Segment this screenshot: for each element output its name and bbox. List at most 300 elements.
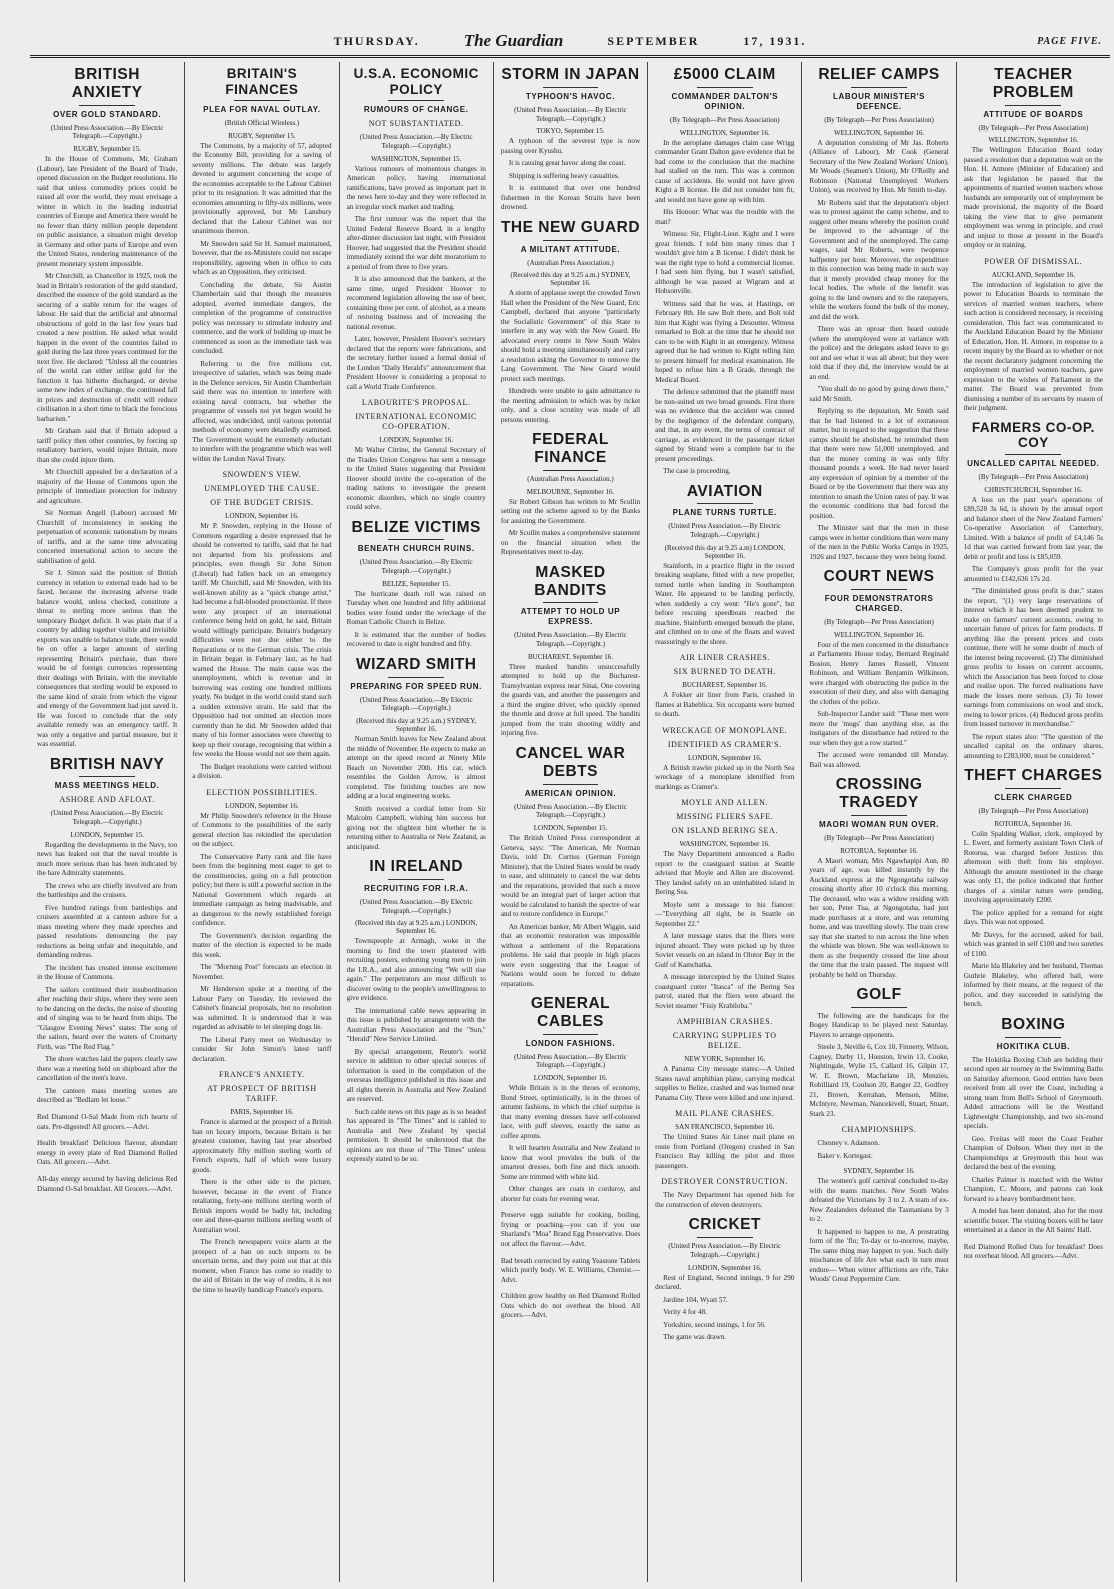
story-paragraph: Referring to the five millions cut, irrespective of salaries, which was being made in the Defence services, Sir Austin Chamberlain said there was no intention to interfere with existing naval contracts, but whether the programme of vessels not yet begun would be affected, was undecided, until various potential methods of economy were detailedly examined. The Government would be extremely reluctant to interfere with the programme which was well within the London Naval Treaty. [192, 359, 332, 463]
story-headline: U.S.A. ECONOMIC POLICY [353, 66, 479, 97]
story-subheadline: CLERK CHARGED [994, 792, 1073, 802]
wire-credit: (By Telegraph—Per Press Association) [978, 472, 1089, 481]
story-subheadline: LABOUR MINISTER'S DEFENCE. [833, 91, 926, 111]
news-story [501, 219, 640, 426]
wire-credit: (United Press Association.—By Electric Telegraph.—Copyright.) [359, 558, 473, 576]
story-paragraph: The women's golf carnival concluded to-day with the teams matches. New South Wales defeated the Victorians by 3 to 2. A team of ex-New Zealanders defeated the Tasmanians by 3 to 2. [809, 1177, 949, 1224]
story-paragraph: The Government's decision regarding the matter of the election is expected to be made this week. [192, 931, 332, 959]
news-story [964, 420, 1103, 761]
story-paragraph: It happened to happen to me, A prostrating form of the 'flu; To-day or to-morrow, maybe, The same thing may happen to you. Such daily mischances of life Are what each in turn must endure— When winter afflictions are rife, Take Woods' Great Peppermint Cure. [809, 1227, 949, 1284]
story-headline: GENERAL CABLES [530, 995, 611, 1030]
story-dateline: (Received this day at 9.25 a.m.) SYDNEY, September 16. [510, 271, 631, 288]
story-paragraph: The shore watches laid the papers clearly saw there was a meeting held on shipboard after the cancellation of the men's leave. [37, 1055, 178, 1083]
news-story [655, 1017, 794, 1103]
story-dateline: PARIS, September 16. [230, 1108, 294, 1117]
story-subheadline: ATTITUDE OF BOARDS [983, 109, 1084, 119]
story-paragraph: Five hundred ratings from battleships and cruisers assembled at a canteen ashore for a mass meeting where they made speeches and passed resolutions denouncing the pay reductions as being unfair and inequitable, and demanding redress. [37, 903, 178, 960]
story-subheadline: AT PROSPECT OF BRITISH TARIFF. [207, 1084, 317, 1104]
story-subheadline: UNEMPLOYED THE CAUSE. [204, 484, 320, 494]
story-subheadline: PLEA FOR NAVAL OUTLAY. [203, 105, 321, 115]
story-paragraph: The Navy Department has opened bids for the construction of eleven destroyers. [655, 1191, 795, 1209]
story-headline: RELIEF CAMPS [818, 66, 940, 83]
advertisement-notice: Children grow healthy on Red Diamond Rolled Oats which do not overheat the blood. All grocers.—Advt. [500, 1292, 641, 1320]
story-paragraph: It is also announced that the bankers, at the same time, urged President Hoover to recommend legislation allowing the use of beer, containing three per cent. of alcohol, as a means of restoring business and of increasing the national revenue. [346, 275, 486, 331]
story-paragraph: The report states also: "The question of the uncalled capital on the ordinary shares, amounting to £283,000, must be considered." [963, 732, 1103, 760]
story-dateline: TOKYO, September 15. [536, 127, 605, 136]
story-subheadline: AMPHIBIAN CRASHES. [676, 1017, 773, 1027]
story-paragraph: Mr Scullin makes a comprehensive statement on the financial situation when the Representatives meet to-day. [500, 529, 641, 557]
column-6 [801, 62, 955, 1582]
story-headline: £5000 CLAIM [673, 66, 776, 83]
story-paragraph: Hundreds were unable to gain admittance to the meeting admission to which was by ticket only, and a close scrutiny was made of all persons entering. [500, 387, 641, 424]
story-subheadline: MASS MEETINGS HELD. [54, 781, 160, 791]
wire-credit: (United Press Association.—By Electric Telegraph.—Copyright.) [514, 631, 627, 649]
advertisement-notice: Red Diamond O-Sal Made from rich hearts of oats. Pre-digested! All grocers.—Advt. [37, 1113, 178, 1131]
story-subheadline: WRECKAGE OF MONOPLANE. [662, 725, 788, 735]
story-headline: FEDERAL FINANCE [532, 431, 609, 467]
story-headline: WIZARD SMITH [355, 655, 477, 673]
news-story [347, 656, 486, 852]
story-subheadline: ASHORE AND AFLOAT. [59, 795, 155, 805]
story-paragraph: It is estimated that the number of bodies recovered to date is eight hundred and fifty. [346, 630, 486, 649]
wire-credit: (By Telegraph—Per Press Association) [824, 115, 934, 124]
advertisement-notice: Red Diamond Rolled Oats for breakfast! Does not overheat blood. All grocers.—Advt. [963, 1242, 1103, 1261]
news-story [809, 986, 948, 1119]
masthead-day: THURSDAY. [333, 33, 420, 48]
wire-credit: (United Press Association.—By Electric Telegraph.—Copyright.) [514, 105, 627, 123]
story-dateline: LONDON, September 16. [225, 512, 299, 521]
news-story [501, 995, 640, 1204]
news-story [655, 483, 794, 648]
story-subheadline: INTERNATIONAL ECONOMIC CO-OPERATION. [355, 412, 477, 432]
story-paragraph: "The diminished gross profit is due," states the report, "(1) very large reservations of interest which it has been deemed prudent to make on farmers' current accounts, owing to uncertain future of prices for farm products. If anything like the present prices and costs continue, there will be some doubt of much of the interest being recovered. (2) The diminished gross profits to losses on current accounts, which the Association has been forced to close and realise upon. The forced realisations have made the losses more serious. (3) To lower earnings from commissions on wool and stock, owing to lower prices. (4) Reduced gross profits from leased turnover in merchandise." [963, 587, 1103, 729]
story-paragraph: The Navy Department announced a Radio report to the coastguard station at Seattle advised that Moyle and Allen are discovered. They landed safely on an uninhabited island in Bering Sea. [655, 850, 795, 897]
story-paragraph: Witness said that he was, at Hastings, on February 8th. He saw Bolt there, and Bolt told him that Kight was flying a Desoutter. Witness remarked to Bolt at the time that he should not care to be with Kight in an emergency. Witness agreed that he had written to Kight telling him to present himself for medical examination. He hoped to refuse him a B Grade, through the Medical Board. [655, 299, 795, 384]
story-subheadline: UNCALLED CAPITAL NEEDED. [967, 458, 1100, 468]
story-paragraph: A Maori woman, Mrs Ngawhapipi Aun, 80 years of age, was killed instantly by the Auckland express at the Ngongotaha railway crossing shortly after 10 o'clock this morning. The deceased, who was a widow residing with her son, Peter Tua, at Ngongotaha, had just made purchases at a store, and was returning home, and was travelling slowly. The train crew say that she started to run across the line when the whistle was blown. She was well-known to them as she frequently crossed the line about the time that the train passed. The inquest will probably be held on Thursday. [809, 856, 949, 979]
story-paragraph: Verity 4 for 48. [663, 1308, 708, 1317]
headline-rule [851, 87, 907, 88]
story-subheadline: POWER OF DISMISSAL. [984, 256, 1083, 266]
story-paragraph: "You shall do no good by going down there," said Mr Smith. [809, 385, 949, 403]
story-paragraph: A storm of applause swept the crowded Town Hall when the President of the New Guard, Eric Campbell, declared that anyone "particularly the Socialistic Government" of this State to interfere in any way with the New Guard. He advocated every centre in New South Wales should hold a meeting simultaneously and carry a resolution asking the Governor to remove the Lang Government. The New Guard would protect such meetings. [500, 289, 641, 383]
news-story [964, 1016, 1103, 1236]
story-paragraph: The Liberal Party meet on Wednesday to consider Sir John Simon's latest tariff declaration. [192, 1035, 332, 1063]
story-paragraph: The British United Press correspondent at Geneva, says: "The American, Mr Norman Davis, told Dr. Curtius (German Foreign Minister), that the United States would be ready to ease, and ultimately to cancel the war debts and the reparations, provided that such a move would be an integral part of larger action that would be calculated to banish the spectre of war and to restore confidence in Europe." [500, 834, 641, 918]
wire-credit: (By Telegraph—Per Press Association) [824, 617, 934, 626]
news-story [37, 66, 177, 750]
story-subheadline: COMMANDER DALTON'S OPINION. [671, 91, 779, 111]
headline-rule [851, 589, 907, 590]
story-paragraph: The Commons, by a majority of 57, adopted the Economy Bill, providing for a saving of seventy millions. The debate was largely devoted to argument concerning the scope of the economies acceptable to the Labour Cabinet prior to its resignation. It was admitted that the economies amounting to fifty-six millions, were provisionally approved, but Mr Lansbury declared that the Labour Cabinet was not unanimous thereon. [192, 141, 332, 236]
wire-credit: (Australian Press Association.) [527, 475, 614, 483]
wire-credit: (United Press Association.—By Electric Telegraph.—Copyright.) [50, 123, 164, 141]
story-headline: BELIZE VICTIMS [351, 518, 481, 536]
story-paragraph: Moyle sent a message to his fiancee:—"Everything all right, be in Seattle on September 22." [655, 900, 795, 928]
story-subheadline: OVER GOLD STANDARD. [53, 109, 162, 119]
headline-rule [543, 1034, 599, 1035]
story-paragraph: The crews who are chiefly involved are from the battleships and the cruisers. [37, 881, 178, 900]
story-paragraph: His Honour: What was the trouble with the man? [655, 208, 795, 226]
news-story [655, 798, 794, 1011]
story-paragraph: Smith received a cordial letter from Sir Malcolm Campbell, wishing him success but giving not the slightest hint whether he is returning either to Australia or New Zealand, as anticipated. [346, 804, 486, 851]
story-subheadline: PLANE TURNS TURTLE. [672, 508, 777, 518]
story-paragraph: Jardine 104, Wyatt 57. [663, 1295, 728, 1304]
story-dateline: NEW YORK, September 16. [684, 1055, 766, 1064]
story-paragraph: In the aeroplane damages claim case Wrigg commander Grant Dalton gave evidence that he had come to the conclusion that the machine had stalled on the turn. This was a common cause of accidents. He would not have given Kight a B license. He did not consider him fit, and would not have gone up with him. [655, 138, 795, 204]
story-paragraph: Concluding the debate, Sir Austin Chamberlain said that though the measures adopted, averted immediate dangers, the completion of the programme of constructive policy was necessary to stimulate industry and commerce, and the work of building up must be commenced as soon as the immediate task was concluded. [192, 280, 332, 356]
column-5 [647, 62, 801, 1582]
story-paragraph: Norman Smith leaves for New Zealand about the middle of November. He expects to make an attempt on the speed record at Ninety Mile Beach on November 20th. His car, which resembles the Golden Arrow, is almost completed. The finishing touches are now adding at a local engineering works. [346, 735, 486, 801]
story-subheadline: FRANCE'S ANXIETY. [219, 1070, 305, 1080]
advertisement-notice: Bad breath corrected by eating Yeastone Tablets which purify body. W. E. Williams, Chemist.—Advt. [500, 1256, 641, 1284]
headline-rule [388, 100, 444, 101]
story-paragraph: It is estimated that over one hundred fishermen in the Korean Straits have been drowned. [500, 184, 641, 212]
story-subheadline: IDENTIFIED AS CRAMER'S. [667, 739, 782, 749]
story-dateline: WASHINGTON, September 15. [370, 154, 462, 163]
story-subheadline: MOYLE AND ALLEN. [681, 798, 769, 808]
column-1 [30, 62, 184, 1582]
story-dateline: RUGBY, September 15. [73, 145, 141, 154]
story-paragraph: The Budget resolutions were carried without a division. [192, 762, 332, 781]
story-subheadline: CHAMPIONSHIPS. [841, 1125, 917, 1135]
masthead-month: SEPTEMBER [607, 33, 700, 48]
news-story [501, 66, 640, 213]
story-paragraph: Rest of England, Second innings, 9 for 290 declared. [655, 1273, 795, 1292]
headline-rule [388, 539, 444, 540]
news-story [655, 1216, 794, 1342]
story-headline: BRITAIN'S FINANCES [225, 66, 299, 97]
masthead-rule [30, 55, 1110, 58]
story-subheadline: LABOURITE'S PROPOSAL. [361, 398, 471, 408]
story-subheadline: DESTROYER CONSTRUCTION. [661, 1177, 789, 1187]
story-paragraph: Sir Norman Angell (Labour) accused Mr Churchill of inconsistency in seeking the perpetuation of economic nationalism by means of tariffs, and at the same time advocating concerted international action to secure the stabilisation of gold. [37, 509, 178, 565]
headline-rule [79, 105, 135, 106]
news-story [501, 745, 640, 989]
wire-credit: (United Press Association.—By Electric Telegraph.—Copyright.) [514, 1052, 627, 1070]
story-paragraph: Mr Churchill, as Chancellor in 1925, took the lead in Britain's restoration of the gold standard, described the essence of the gold standard as the securing of a stable return for the wages of labour. He said that the artificial and abnormal obstructions of gold in the last few years had created a new position. He asked what would happen in the event of the countries failed to gold during the last three years continued for the next five. He declared: "Unless all the countries of the world can either utilise gold for the function it has hitherto discharged, or devise some new index of exchange, the continued fall in prices and destruction of credit will reduce civilisation in a short time to black the ferocious barbarism." [37, 272, 178, 423]
masthead [30, 30, 1110, 52]
story-paragraph: The Conservative Party rank and file have been from the beginning most eager to get to the constituencies, going on a full protection policy; but there is still a powerful section in the National Government which regards an immediate campaign as being inadvisable, and as dangerous to the newly established foreign confidence. [192, 852, 332, 928]
story-dateline: BELIZE, September 15. [382, 579, 451, 588]
story-subheadline: A MILITANT ATTITUDE. [520, 244, 621, 254]
story-headline: BRITISH ANXIETY [71, 66, 143, 101]
story-paragraph: Marie Ida Blakeley and her husband, Thomas Guthrie Blakeley, who offered bail, were informed by their means, at the request of the police, and they succeeded in satisfying the bench. [963, 962, 1103, 1009]
story-subheadline: PREPARING FOR SPEED RUN. [350, 681, 482, 691]
column-3 [339, 62, 493, 1582]
story-subheadline: TYPHOON'S HAVOC. [525, 91, 616, 101]
story-dateline: LONDON, September 16. [688, 1263, 762, 1272]
story-dateline: SAN FRANCISCO, September 16. [675, 1123, 775, 1132]
story-dateline: WELLINGTON, September 16. [988, 136, 1079, 145]
headline-rule [697, 87, 753, 88]
headline-rule [1005, 105, 1061, 106]
headline-rule [1005, 454, 1061, 455]
story-paragraph: The accused were remanded till Monday. Bail was allowed. [809, 751, 949, 769]
story-dateline: MELBOURNE, September 16. [526, 487, 615, 496]
story-paragraph: Geo. Freitas will meet the Coast Feather Champion of Dobson. When they met in the Championships at Greymouth this bout was declared the best of the evening. [963, 1134, 1103, 1172]
story-dateline: LONDON, September 16. [225, 801, 299, 810]
story-paragraph: Shipping is suffering heavy casualties. [508, 171, 620, 180]
news-story [192, 1070, 331, 1295]
story-headline: THEFT CHARGES [964, 767, 1103, 785]
news-story [809, 776, 948, 980]
story-paragraph: A model has been donated, also for the most scientific boxer. The visiting boxers will be later entertained at a dance in the All Saints' Hall. [963, 1207, 1103, 1235]
story-subheadline: HOKITIKA CLUB. [996, 1041, 1071, 1051]
story-dateline: CHRISTCHURCH, September 16. [984, 485, 1083, 494]
news-story [655, 66, 794, 477]
story-subheadline: ON ISLAND BERING SEA. [671, 826, 778, 836]
story-paragraph: The game was drawn. [663, 1333, 727, 1342]
wire-credit: (United Press Association.—By Electric Telegraph.—Copyright.) [359, 897, 473, 915]
wire-credit: (United Press Association.—By Electric Telegraph.—Copyright.) [668, 1242, 782, 1259]
story-headline: COURT NEWS [823, 568, 935, 586]
headline-rule [543, 470, 599, 471]
story-paragraph: The "Morning Post" forecasts an election in November. [192, 963, 332, 981]
story-paragraph: Sub-Inspector Lander said: "These men were more the 'mugs' than anything else, as the instigators of the disturbance had retired to the rear when they got a row started." [809, 710, 949, 747]
story-subheadline: SIX BURNED TO DEATH. [673, 667, 776, 677]
story-paragraph: France is alarmed at the prospect of a British ban on luxury imports, because Britain is her greatest customer, having last year absorbed approximately fifty million sterling worth of French exports, half of which were luxury goods. [192, 1118, 332, 1174]
story-paragraph: The French newspapers voice alarm at the prospect of a ban on such imports to be uncertain terms, and they point out that at this moment, when France has come so readily to the aid of Britain in the way of credits, it is not the time to heavily handicap France's exports. [192, 1238, 332, 1294]
news-story [501, 431, 640, 557]
story-dateline: ROTORUA, September 16. [994, 819, 1073, 828]
wire-credit: (By Telegraph—Per Press Association) [669, 115, 780, 124]
story-subheadline: ATTEMPT TO HOLD UP EXPRESS. [520, 607, 621, 627]
news-story [192, 470, 331, 782]
story-paragraph: Mr Graham said that if Britain adopted a tariff policy then other countries, by forcing up retaliatory barriers, would injure Britain, more than she could injure them. [37, 427, 178, 464]
story-paragraph: The Hokitika Boxing Club are holding their second open air tourney in the Swimming Baths on Saturday afternoon. Good entries have been received from all over the Coast, including a strong team from Bell's School of Greymouth. Added attractions will be the Westland Lightweight Championship, and two six-round specials. [963, 1055, 1103, 1131]
story-subheadline: SNOWDEN'S VIEW. [222, 470, 302, 480]
story-dateline: LONDON, September 16. [688, 753, 762, 762]
story-paragraph: The hurricane death roll was raised on Tuesday when one hundred and fifty additional bodies were found under the wreckage of the Roman Catholic Church in Belize. [346, 589, 486, 627]
story-dateline: ROTORUA, September 16. [840, 846, 918, 855]
story-paragraph: Mr Snowden said Sir H. Samuel maintained, however, that the ex-Ministers could not escape responsibility, agreeing when in office to cuts which as an Opposition, they criticised. [192, 239, 332, 277]
story-paragraph: Mr Roberts said that the deputation's object was to protest against the camp scheme, and to suggest other means whereby the position could be improved to the advantage of the Government and of the unemployed. The camp wages, said Mr Roberts, were twopence halfpenny per hour. Moreover, the expenditure in this connection was being made in such way that it merely provided cheap money for the local bodies. The whole of the benefit was going to the land owners and to the ratepayers, while the workers found the bulk of the money, and did the work. [809, 198, 949, 321]
story-headline: FARMERS CO-OP. COY [971, 419, 1095, 451]
story-headline: THE NEW GUARD [500, 218, 641, 236]
story-paragraph: The international cable news appearing in this issue is published by arrangement with the Australian Press Association and the "Sun," "Herald" New Service Limited. [346, 1006, 486, 1044]
story-subheadline: MISSING FLIERS SAFE. [676, 812, 774, 822]
story-paragraph: The defence submitted that the plaintiff must be non-suited on two broad grounds. First there was no evidence that the accident was caused by the negligence of the defendant company, and that, in any event, the terms of contract of carriage, as evidenced in the passenger ticket signed by Strand were a complete bar to the present proceedings. [655, 388, 795, 463]
news-story [964, 257, 1103, 414]
story-headline: IN IRELAND [369, 858, 464, 876]
story-paragraph: Regarding the developments in the Navy, too news has leaked out that the naval trouble is much more serious than has been indicated by the bare Admiralty statements. [37, 840, 178, 878]
story-paragraph: It is causing great havoc along the coast. [508, 159, 626, 168]
story-headline: BRITISH NAVY [50, 755, 165, 773]
story-headline: BOXING [1001, 1015, 1066, 1033]
story-headline: STORM IN JAPAN [501, 66, 640, 83]
column-2 [184, 62, 338, 1582]
news-story [192, 66, 331, 464]
wire-credit: (United Press Association.—By Electric Telegraph.—Copyright.) [514, 802, 627, 820]
story-paragraph: While Britain is in the throes of economy, Bond Street, optimistically, is in the throes of autumn fashions, in which the chief surprise is that many evening dresses have self-coloured lace, with puff sleeves, exactly the same as coffee aprons. [500, 1084, 641, 1140]
story-paragraph: Witness: Sir, Flight-Lieut. Kight and I were great friends. I told him many times that I wouldn't give him a B license. I didn't think he was the right type to hold a commercial license. I had seen him flying, but I wasn't satisfied, although he was passed at Wigram and at Hobsonville. [655, 230, 795, 296]
story-dateline: AUCKLAND, September 16. [991, 270, 1075, 279]
story-paragraph: Sir Robert Gibson has written to Mr Scullin setting out the scheme agreed to by the Banks for assisting the Government. [500, 497, 641, 525]
news-story [655, 1109, 794, 1171]
story-subheadline: LONDON FASHIONS. [525, 1038, 616, 1048]
story-paragraph: A later message states that the fliers were injured aboard. They were picked up by three Soviet vessels on an island in Olutor Bay in the Gulf of Kamchatka. [655, 932, 795, 969]
news-story [192, 788, 331, 1065]
story-subheadline: AIR LINER CRASHES. [679, 653, 770, 663]
news-story [501, 564, 640, 739]
story-paragraph: Mr Walter Citrine, the General Secretary of the Trades Union Congress has sent a message to the United States suggesting that President Hoover should invite the co-operation of the trading nations to investigate the present economic disorders, which no single country could solve. [346, 446, 486, 512]
story-paragraph: Such cable news on this page as is so headed has appeared in "The Times" and is cabled to Australia and New Zealand by special permission. It should be understood that the opinions are not those of "The Times" unless expressly stated to be so. [346, 1107, 486, 1164]
story-dateline: WELLINGTON, September 16. [834, 630, 925, 639]
headline-rule [388, 677, 444, 678]
news-story [809, 1167, 948, 1285]
wire-credit: (United Press Association.—By Electric Telegraph.—Copyright.) [668, 522, 782, 540]
story-dateline: RUGBY, September 15. [228, 131, 296, 140]
story-paragraph: Mr Davys, for the accused, asked for bail, which was granted in self £100 and two sureties of £100. [963, 930, 1103, 958]
headline-rule [79, 776, 135, 777]
story-paragraph: By special arrangement, Reuter's world service in addition to other special sources of information is used in the compilation of the overseas intelligence published in this issue and all rights therein in Australia and New Zealand are reserved. [346, 1047, 486, 1104]
story-dateline: BUCHAREST, September 16. [682, 681, 768, 690]
story-paragraph: Baker v. Kortegast. [817, 1151, 873, 1160]
story-headline: CRICKET [688, 1216, 761, 1234]
story-paragraph: Mr Churchill appealed for a declaration of a majority of the House of Commons upon the principle of immediate protection for industry and agriculture. [37, 468, 178, 505]
story-paragraph: The Minister said that the men in these camps were in better conditions than were many of the men in the Public Works Camps in 1925, 1926 and 1927, because they were being found. [809, 524, 949, 561]
story-paragraph: The police applied for a remand for eight days. This was not opposed. [963, 908, 1103, 927]
story-paragraph: The first rumour was the report that the United Federal Reserve Board, in a lengthy after-dinner discussion last night, with President Hoover, had suggested that the President should immediately extend the war debt moratorium to a period of from three to five years. [346, 215, 486, 271]
wire-credit: (By Telegraph—Per Press Association) [978, 806, 1089, 815]
story-dateline: BUCHAREST, September 16. [527, 652, 614, 661]
story-subheadline: RECRUITING FOR I.R.A. [364, 883, 469, 893]
news-story [347, 66, 486, 392]
story-subheadline: MAORI WOMAN RUN OVER. [818, 819, 940, 829]
news-story [655, 653, 794, 720]
masthead-page-number: PAGE FIVE. [1037, 35, 1102, 47]
story-dateline: SYDNEY, September 16. [843, 1167, 915, 1176]
story-paragraph: Various rumours of momentous changes in American policy, having international ramifications, have proved as important part in the news here to-day and they were reflected in an irregular stock market and trading. [346, 164, 486, 211]
advertisement-notice: Health breakfast! Delicious flavour, abundant energy in every plate of Red Diamond Rolled Oats. All grocers.—Advt. [37, 1139, 178, 1167]
story-paragraph: Mr P. Snowden, replying in the House of Commons regarding a desire expressed that he should be converted to tariffs, said that he had not departed from his professions and principles, even though Sir John Simon (Liberal) had fallen back on an emergency tariff. Mr Churchill, said Mr Snowden, with his well-known ability as a "quick change artist," had become a full-blooded protectionist. If there were any prospect of an international conference being held on gold, he said, Britain would willingly participate. Britain's budgetary difficulties were not due either to the Reparations or to the German crisis. The crisis in Britain began in February last, as he had warned the House. The main cause was the unemployment, which is revenue and in borrowing was costing one hundred millions yearly. No budget in the world could stand such a sudden extensive strain. He said that the Opposition had not omitted an election more currently than he did. Mr Snowden added that many of his former associates were cheering to keep up their courage, recognising that within a few weeks the House would not see them again. [192, 522, 332, 759]
story-paragraph: The United States Air Liner mail plane en route from Portland (Oregon) crashed in San Francisco Bay killing the pilot and three passengers. [655, 1133, 795, 1170]
news-story [809, 66, 948, 562]
story-headline: CANCEL WAR DEBTS [515, 744, 626, 780]
story-paragraph: A Fokker air liner from Paris, crashed in flames at Babeblica. Six occupants were burned to death. [655, 691, 795, 719]
story-subheadline: MAIL PLANE CRASHES. [675, 1109, 775, 1119]
news-story [347, 519, 486, 650]
story-paragraph: There was an uproar then heard outside (where the unemployed were at variance with the police) and the delegates asked leave to go out and see what it was all about; but they were told that if they did, the interview would be at an end. [809, 325, 949, 381]
news-story [347, 398, 486, 513]
news-story [809, 1125, 948, 1161]
headline-rule [851, 815, 907, 816]
story-dateline: (Received this day at 9.25 a.m.) SYDNEY, September 16. [356, 717, 477, 734]
story-paragraph: A typhoon of the severest type is now passing over Kyushu. [500, 137, 641, 155]
story-paragraph: The Wellington Education Board today passed a resolution that a deputation wait on the Hon. H. Atmore (Minister of Education) and ask that legislation be passed that the appointments of married women teachers whose husbands are temporarily out of employment be made provisional, the majority of the Board taking the view that to give permanent employment was wrong in principle, and cruel and unjust to those at present in the Board's employ or in training. [963, 146, 1103, 250]
story-headline: AVIATION [686, 482, 763, 500]
story-subheadline: FOUR DEMONSTRATORS CHARGED. [824, 593, 934, 613]
wire-credit: (United Press Association.—By Electric Telegraph.—Copyright.) [50, 809, 164, 827]
story-dateline: (Received this day at 9.25 a.m.) LONDON, September 16. [355, 919, 478, 936]
story-paragraph: The canteen mass meeting scenes are described as "Bedlam let loose." [37, 1086, 178, 1105]
headline-rule [851, 1007, 907, 1008]
story-headline: TEACHER PROBLEM [992, 66, 1074, 101]
headline-rule [388, 879, 444, 880]
story-headline: CROSSING TRAGEDY [835, 776, 923, 811]
story-subheadline: BENEATH CHURCH RUINS. [357, 544, 475, 554]
story-paragraph: Mr Henderson spoke at a meeting of the Labour Party on Tuesday. He reviewed the Cabinet's financial proposals, but no resolution was submitted. It is understood that it was regarded as advisable to let sleeping dogs lie. [192, 985, 332, 1032]
news-story [655, 726, 794, 793]
story-paragraph: Charles Palmer is matched with the Welter Champion, C. Moore, and patrons can look forward to a heavy bombardment here. [963, 1175, 1103, 1203]
story-paragraph: An American banker, Mr Albert Wiggin, said that an economic restoration was impossible without a settlement of the Reparations problems. He said that people in high places were even suggesting that the League of Nations would soon be forced to debate reparations. [500, 922, 641, 988]
story-subheadline: RUMOURS OF CHANGE. [363, 105, 469, 115]
headline-rule [543, 784, 599, 785]
headline-rule [543, 240, 599, 241]
story-dateline: LONDON, September 16. [379, 436, 453, 445]
story-subheadline: AMERICAN OPINION. [524, 788, 617, 798]
story-paragraph: A deputation consisting of Mr Jas. Roberts (Alliance of Labour), Mr Cook (General Secretary of the New Zealand Workers' Union), Mr Woods (Seamen's Union), Mr O'Reilly and Robinson (National Unemployed Workers Union), was received by Hon. Mr Smith to-day. [809, 138, 949, 195]
story-paragraph: Stainforth, in a practice flight in the record breaking seaplane, fitted with a new propeller, turned turtle when landing in Southampton Water. He appeared to be landing perfectly, when suddenly a cry went: "He's gone", but before rescuing speedboats reached the machine, Stainforth emerged beneath the plane, and climbed on to one of the floats and waved reassuringly to the shore. [655, 561, 795, 646]
story-paragraph: The introduction of legislation to give the power to Education Boards to terminate the services of married women teachers, where such action is considered necessary, is receiving consideration. This fact was communicated to the Auckland Education Board by the Minister of Education, Hon. H. Atmore, in response to a recent inquiry by the Board as to whether or not the recent declaratory judgment concerning the employment of married women teachers, gave expression to the wishes of Parliament in the matter. The Board was prevented from dismissing a number of its servants by reason of their judgment. [963, 280, 1103, 413]
story-paragraph: Yorkshire, second innings, 1 for 56. [663, 1320, 766, 1329]
story-paragraph: The case is proceeding. [663, 467, 731, 476]
story-subheadline: ELECTION POSSIBILITIES. [206, 787, 318, 797]
story-paragraph: The following are the handicaps for the Bogey Handicap to be played next Saturday. Players to arrange opponents. [809, 1011, 949, 1039]
story-dateline: LONDON, September 16. [533, 1074, 608, 1083]
story-paragraph: Steele 3, Neville 6, Cox 10, Finnerty, Wilson, Cagney, Darby 11, Houston, Irwin 13, Cooke, Nightingale, Wylie 15, Callard 16, Gilpin 17, W. E. Brown, Macfarlane 18, Menzies, Robilliard 19, Coulson 20, Ranger 22, Godfrey 21, Brown, Kerrahan, Menson, Milne, McIntyre, Newman, Nancekivell, Stuart, Stuart, Stark 23. [809, 1043, 949, 1118]
story-paragraph: Colin Spalding Walker, clerk, employed by L. Ewert, and formerly assistant Town Clerk of Rotorua, was charged before Justices this afternoon with theft from his employer. Although the amount mentioned in the charge was only £1, the police indicated that further charges of a similar nature were pending, involving approximately £200. [963, 829, 1103, 905]
story-paragraph: A British trawler picked up in the North Sea wreckage of a monoplane identified from markings as Cramer's. [655, 763, 795, 791]
story-paragraph: Other changes are coats in corduroy, and shorter fur coats for evening wear. [500, 1185, 641, 1203]
news-story [655, 1177, 794, 1210]
story-paragraph: There is the other side to the picture, however, because in the event of France retaliating, forty-one millions sterling worth of British imports would be badly hit, including one and three-quarter millions sterling worth of Australian wool. [192, 1178, 332, 1234]
masthead-paper-name: The Guardian [463, 31, 564, 50]
story-subheadline: OF THE BUDGET CRISIS. [210, 498, 314, 508]
headline-rule [697, 1237, 753, 1238]
news-story [37, 756, 177, 1106]
story-paragraph: A Panama City message states:—A United States naval amphibian plane, carrying medical supplies to Belize, crashed and was burned near Panama City. Three were killed and one injured. [655, 1065, 795, 1102]
masthead-date: 17, 1931. [743, 33, 807, 48]
headline-rule [543, 602, 599, 603]
headline-rule [1005, 788, 1061, 789]
headline-rule [697, 503, 753, 504]
story-paragraph: The Company's gross profit for the year amounted to £142,636 17s 2d. [963, 565, 1103, 583]
story-paragraph: Four of the men concerned in the disturbance at Parliaments House today, Bernard Reginald Boston, Henry James Russell, Vincent Robinson, and William Benjamin Wilkinson, were charged with obstructing the police in the execution of their duty, and also with damaging the clothes of the police. [809, 640, 949, 706]
column-7 [956, 62, 1110, 1582]
story-paragraph: The sailors continued their insubordination after reaching their ships, where they were seen to be dancing on the decks, the noise of shouting and of singing was to be heard from ships. The "Glasgow Evening News" states: The song of the sailors, heard over the waters of Cromarty Firth, was "The Red Flag." [37, 985, 178, 1051]
headline-rule [1005, 1037, 1061, 1038]
wire-credit: (British Official Wireless.) [224, 119, 300, 128]
story-paragraph: Three masked bandits unsuccessfully attempted to hold up the Bucharest-Transylvanian express near Sinai, One covering the guards van, and another the passengers and a third the engine driver, who quickly opened the throttle and drove at full speed. The bandits jumped from the train shooting wildly and injuring five. [500, 662, 641, 738]
story-dateline: WELLINGTON, September 16. [834, 128, 925, 137]
advertisement-notice: All-day energy secured by having delicious Red Diamond O-Sal breakfast. All Grocers.—Advt. [37, 1175, 178, 1193]
headline-rule [543, 87, 599, 88]
story-paragraph: Replying to the deputation, Mr Smith said that he had listened to a lot of extraneous matter, but in regard to the suggestion that these camps should be abolished, he reminded them that there were now 51,000 unemployed, and that the money coming in was only fifty thousand pounds a week. He had never heard any expression of opinion by a member of the Board or by the Government that there was any intention to smash the Union rates of pay. It was the economic conditions that had forced the position. [809, 407, 949, 520]
story-paragraph: Townspeople at Armagh, woke in the morning to find the town plastered with recruiting posters, exhorting young men to join the I.R.A., and also announcing "We will rise again." The perpetrators are most difficult to discover owing to the people's unwillingness to give evidence. [346, 937, 486, 1003]
news-story [964, 767, 1103, 1010]
columns-container [30, 62, 1110, 1582]
story-paragraph: Sir J. Simon said the position of British currency in relation to external trade had to be faced, because the increasing adverse trade balance would, unless checked, constitute a threat to sterling more serious than the temporary Budget deficit. It was plain that if a country by adding together visible and invisible exports was unable to balance trade, there would be on offer a larger amount of sterling representing Britain's purchase, than there would be of foreign currencies representing their dealings with Britain, with the inevitable consequences that sterling would be exposed to the same kind of strain from which the vigour and energy of the Government had just saved it. He was forced to conclude that the only available remedy was an emergency tariff. It was only a negative and partial measure, but it was essential. [37, 569, 178, 749]
headline-rule [234, 100, 290, 101]
story-dateline: LONDON, September 15. [533, 824, 608, 832]
story-dateline: WASHINGTON, September 16. [679, 840, 771, 849]
story-subheadline: NOT SUBSTANTIATED. [368, 119, 464, 129]
column-4 [493, 62, 647, 1582]
story-headline: GOLF [856, 986, 902, 1003]
story-paragraph: In the House of Commons, Mr. Graham (Labour), late President of the Board of Trade, opened discussion on the Budget resolutions. He said that unless commodity prices could be raised all over the world, they must envisage a winter in which in the leading industrial countries of Europe and America there would be no fewer than thirty million people dependent on public assistance, a situation might develop in Germany and other parts of Europe and even the United States, rendering maintenance of the present monetary system impossible. [37, 155, 178, 268]
story-dateline: (Received this day at 9.25 a.m) LONDON, September 16. [664, 543, 785, 560]
advertisement-notice: Preserve eggs suitable for cooking, boiling, frying or poaching—you can if you use Sharland's "Moa" Brand Egg Preservative. Does not affect the flavour.—Advt. [500, 1211, 641, 1248]
story-paragraph: A loss on the past year's operations of £89,528 3s 6d, is shown by the annual report and balance sheet of the New Zealand Farmers' Co-operative Association of Canterbury, Limited. With a balance of profit of £4,146 5s 1d that was carried forward from last year, the debit or profit and loss is £85,059. [963, 495, 1103, 561]
news-story [809, 568, 948, 770]
story-dateline: LONDON, September 15. [70, 830, 144, 839]
story-paragraph: Chesney v. Adamson. [817, 1139, 880, 1148]
wire-credit: (United Press Association.—By Electric Telegraph.—Copyright.) [359, 695, 473, 713]
story-paragraph: A message intercepted by the United States coastguard cutter "Itasca" of the Bering Sea patrol, stated that the fliers were aboard the Soviet steamer "Fisiy Krabiloba." [655, 973, 795, 1010]
story-headline: MASKED BANDITS [534, 563, 607, 599]
